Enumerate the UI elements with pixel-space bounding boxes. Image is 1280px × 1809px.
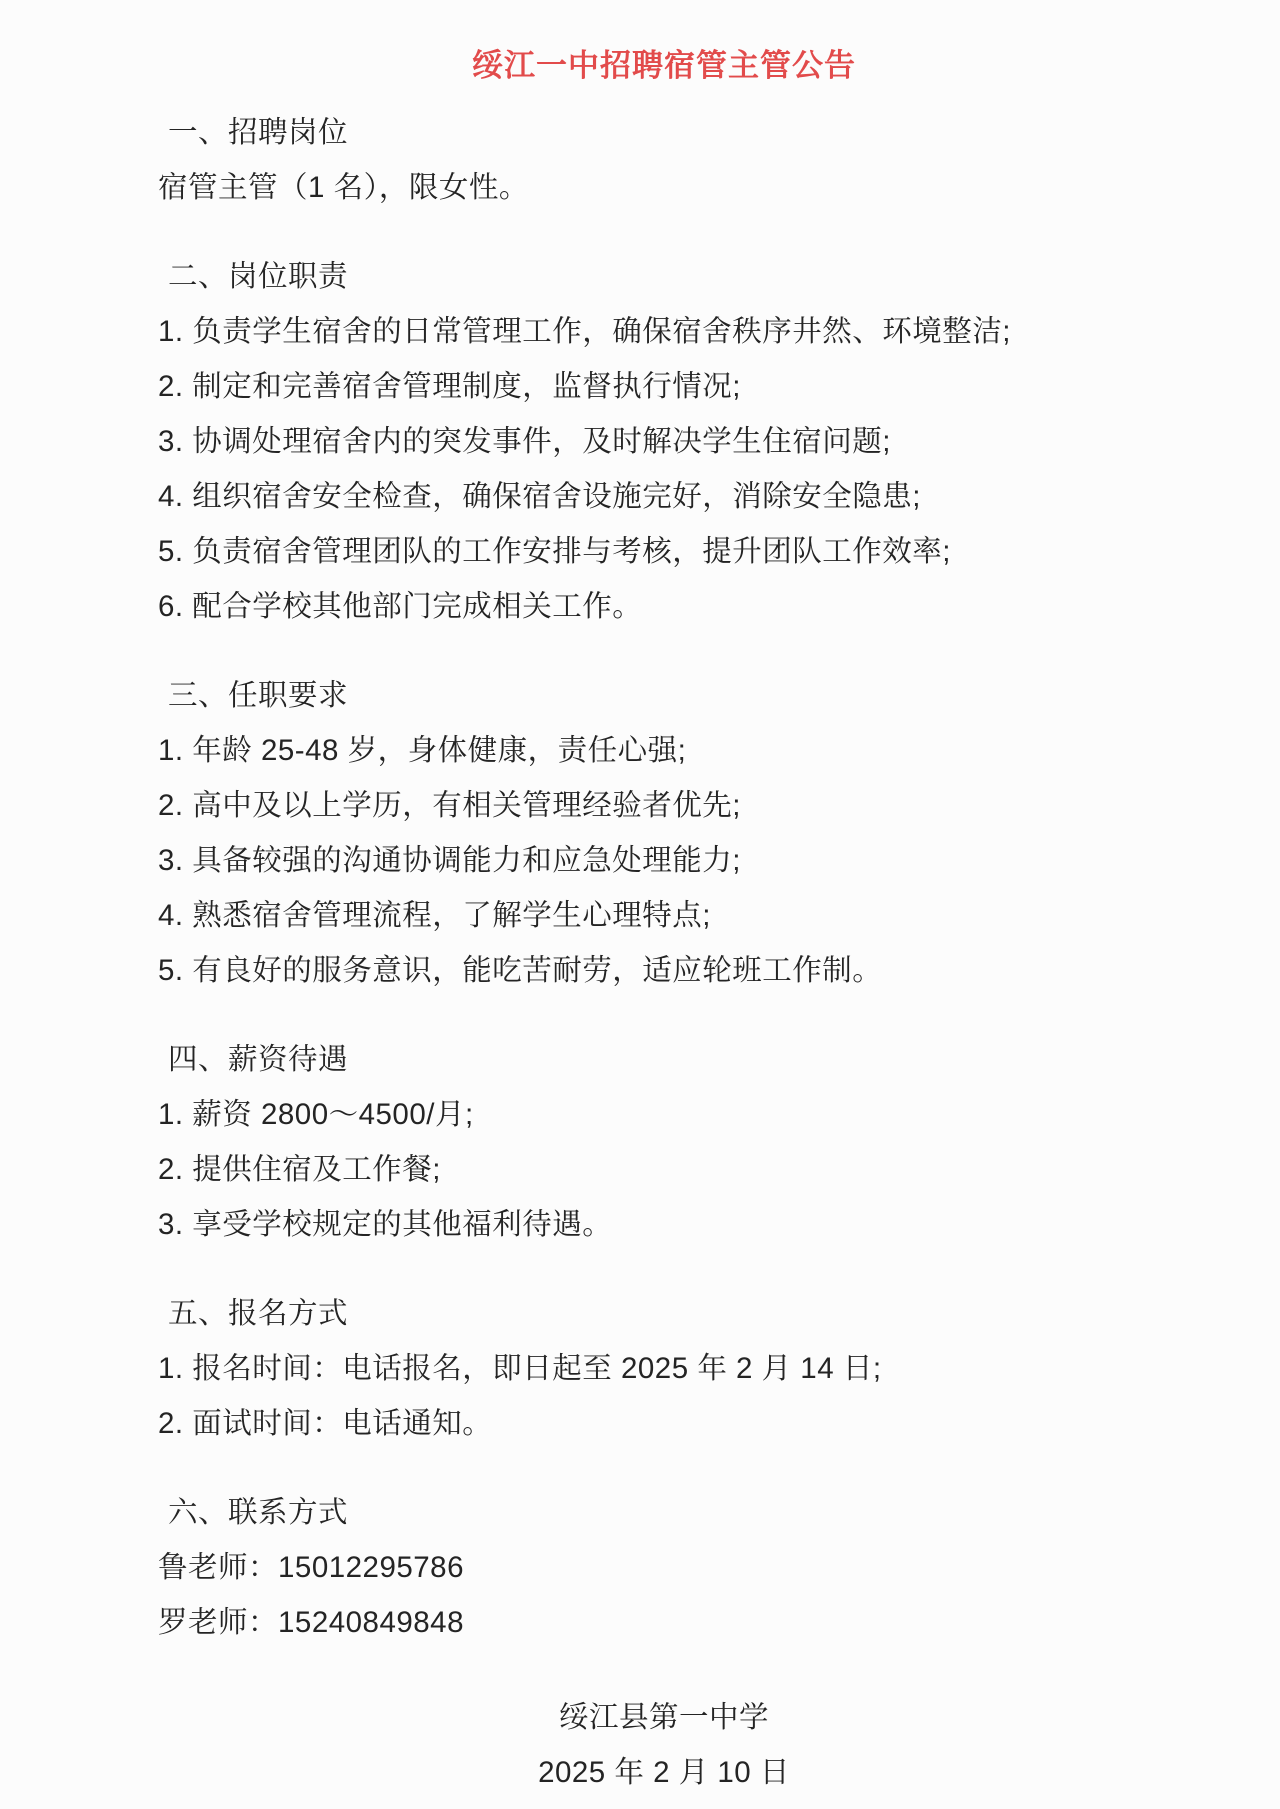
section-heading: 三、任职要求 [168, 679, 349, 712]
section-item: 3. 具备较强的沟通协调能力和应急处理能力; [158, 844, 741, 877]
contact-line: 鲁老师：15012295786 [158, 1551, 464, 1584]
section-item: 4. 组织宿舍安全检查，确保宿舍设施完好，消除安全隐患; [158, 480, 921, 513]
section-item: 2. 提供住宿及工作餐; [158, 1153, 441, 1186]
section-contact-info [158, 1494, 1170, 1641]
page-title: 绥江一中招聘宿管主管公告 [472, 48, 856, 83]
signature-school-name: 绥江县第一中学 [558, 1701, 769, 1734]
section-item: 3. 协调处理宿舍内的突发事件，及时解决学生住宿问题; [158, 425, 891, 458]
section-heading: 五、报名方式 [168, 1297, 349, 1330]
section-heading: 一、招聘岗位 [168, 116, 349, 149]
section-item: 1. 薪资 2800～4500/月; [158, 1098, 474, 1131]
section-item: 2. 高中及以上学历，有相关管理经验者优先; [158, 789, 741, 822]
section-job-duties [158, 258, 1170, 625]
document-footer [158, 1699, 1170, 1791]
section-heading: 六、联系方式 [168, 1496, 349, 1529]
section-item: 6. 配合学校其他部门完成相关工作。 [158, 590, 643, 623]
section-item: 4. 熟悉宿舍管理流程，了解学生心理特点; [158, 899, 711, 932]
signature-date: 2025 年 2 月 10 日 [538, 1756, 790, 1789]
contact-line: 罗老师：15240849848 [158, 1606, 464, 1639]
section-item: 1. 报名时间：电话报名，即日起至 2025 年 2 月 14 日; [158, 1352, 882, 1385]
section-salary-benefits [158, 1041, 1170, 1243]
section-job-requirements [158, 677, 1170, 989]
section-item: 2. 面试时间：电话通知。 [158, 1407, 493, 1440]
section-item: 1. 负责学生宿舍的日常管理工作，确保宿舍秩序井然、环境整洁; [158, 315, 1011, 348]
section-item: 宿管主管（1 名），限女性。 [158, 171, 529, 204]
section-item: 2. 制定和完善宿舍管理制度，监督执行情况; [158, 370, 741, 403]
section-application-method [158, 1295, 1170, 1442]
section-item: 3. 享受学校规定的其他福利待遇。 [158, 1208, 613, 1241]
section-recruit-position [158, 114, 1170, 206]
section-item: 5. 负责宿舍管理团队的工作安排与考核，提升团队工作效率; [158, 535, 951, 568]
section-heading: 四、薪资待遇 [168, 1043, 349, 1076]
section-heading: 二、岗位职责 [168, 260, 349, 293]
section-item: 1. 年龄 25-48 岁，身体健康，责任心强; [158, 734, 687, 767]
section-item: 5. 有良好的服务意识，能吃苦耐劳，适应轮班工作制。 [158, 954, 883, 987]
